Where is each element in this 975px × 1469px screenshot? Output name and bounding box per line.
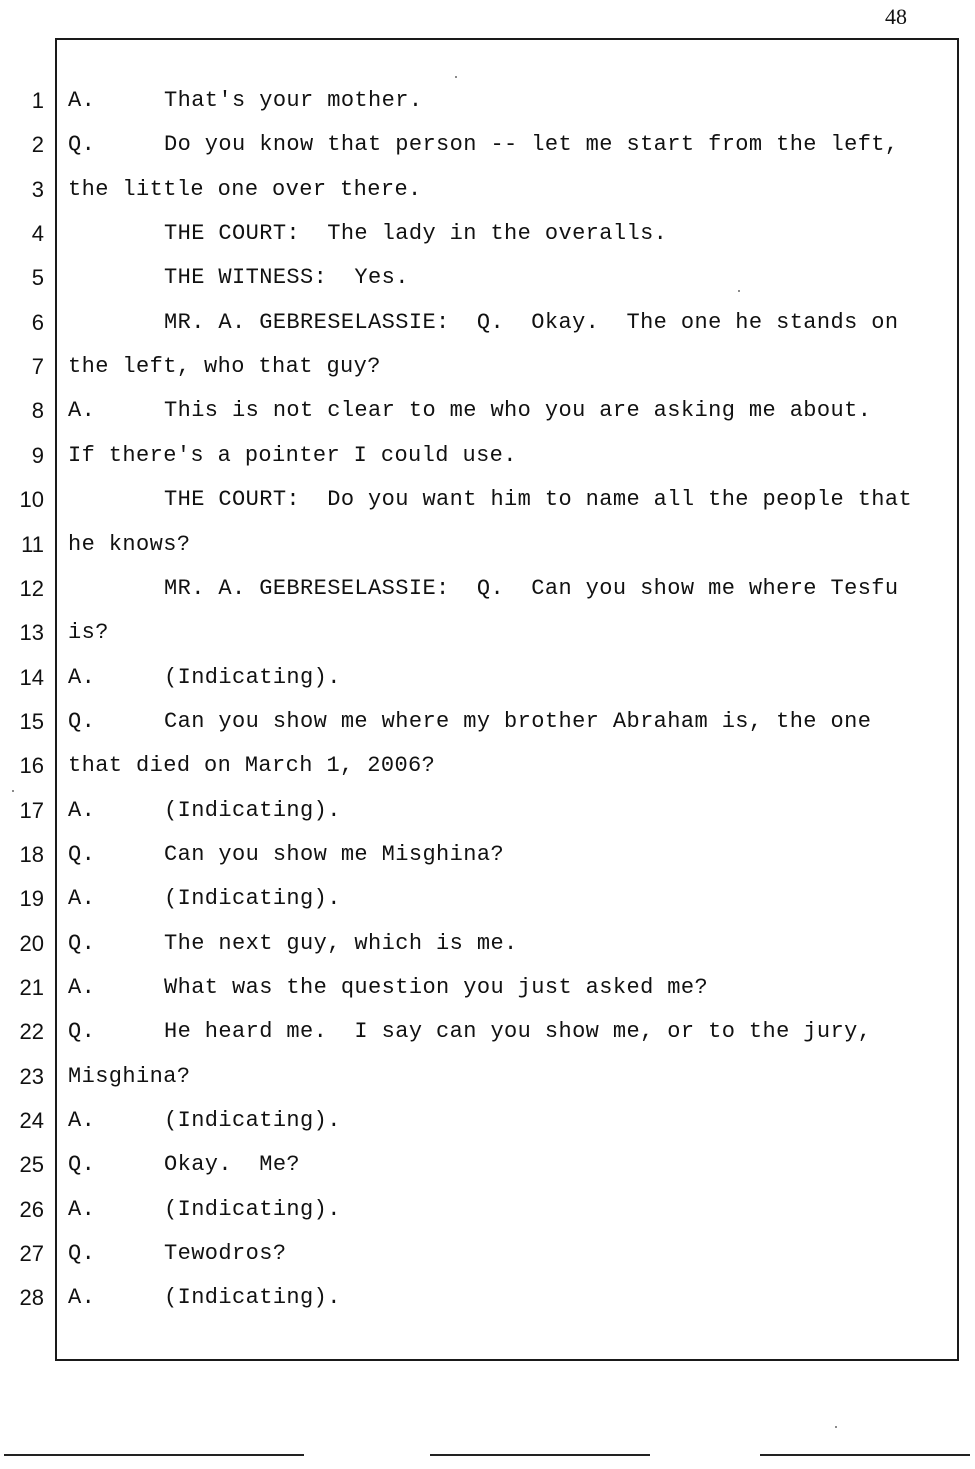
line-number: 8 <box>31 398 44 423</box>
line-number: 14 <box>19 665 44 690</box>
line-text: He heard me. I say can you show me, or to the jury, <box>164 1019 872 1044</box>
line-text: Can you show me where my brother Abraham is, the one <box>164 709 872 734</box>
speaker-label: A. <box>68 665 96 690</box>
scan-speck <box>455 76 457 78</box>
line-number: 17 <box>19 798 44 823</box>
line-text: (Indicating). <box>164 1285 341 1310</box>
speaker-label: Q. <box>68 1019 96 1044</box>
line-number: 23 <box>19 1064 44 1089</box>
line-text: MR. A. GEBRESELASSIE: Q. Okay. The one he stands on <box>164 310 899 335</box>
line-text: Misghina? <box>68 1064 191 1089</box>
speaker-label: Q. <box>68 1152 96 1177</box>
speaker-label: A. <box>68 1285 96 1310</box>
transcript-line <box>68 1150 300 1180</box>
line-text: If there's a pointer I could use. <box>68 443 517 468</box>
line-number: 22 <box>19 1019 44 1044</box>
transcript-line <box>68 1062 190 1092</box>
transcript-line <box>68 1106 341 1136</box>
transcript-line <box>68 707 871 737</box>
transcript-line <box>68 929 518 959</box>
line-text: Do you know that person -- let me start from the left, <box>164 132 899 157</box>
line-text: (Indicating). <box>164 665 341 690</box>
scan-speck <box>12 790 14 792</box>
page-number: 48 <box>885 4 907 29</box>
line-text: is? <box>68 620 109 645</box>
line-number: 1 <box>31 88 44 113</box>
line-text: Tewodros? <box>164 1241 287 1266</box>
line-number: 5 <box>31 265 44 290</box>
line-text: MR. A. GEBRESELASSIE: Q. Can you show me where Tesfu <box>164 576 899 601</box>
transcript-line <box>68 86 422 116</box>
transcript-line <box>68 1239 286 1269</box>
line-number: 20 <box>19 931 44 956</box>
transcript-line <box>68 663 341 693</box>
line-number: 9 <box>31 443 44 468</box>
line-number: 26 <box>19 1197 44 1222</box>
transcript-line <box>68 441 517 471</box>
transcript-line <box>68 396 871 426</box>
line-text: This is not clear to me who you are asking me about. <box>164 398 872 423</box>
scan-speck <box>835 1426 837 1428</box>
footer-rule-right <box>760 1454 970 1456</box>
line-number: 15 <box>19 709 44 734</box>
line-number: 6 <box>31 310 44 335</box>
speaker-label: A. <box>68 398 96 423</box>
line-number: 13 <box>19 620 44 645</box>
speaker-label: Q. <box>68 1241 96 1266</box>
line-text: he knows? <box>68 532 191 557</box>
line-number: 24 <box>19 1108 44 1133</box>
speaker-label: A. <box>68 88 96 113</box>
line-text: (Indicating). <box>164 886 341 911</box>
scan-speck <box>738 290 740 292</box>
transcript-line <box>68 884 341 914</box>
line-text: (Indicating). <box>164 1197 341 1222</box>
line-text: THE COURT: The lady in the overalls. <box>164 221 668 246</box>
line-text: (Indicating). <box>164 798 341 823</box>
line-text: THE WITNESS: Yes. <box>164 265 409 290</box>
line-text: (Indicating). <box>164 1108 341 1133</box>
line-number: 25 <box>19 1152 44 1177</box>
line-text: The next guy, which is me. <box>164 931 518 956</box>
transcript-line <box>68 530 190 560</box>
line-number: 18 <box>19 842 44 867</box>
line-text: Okay. Me? <box>164 1152 301 1177</box>
line-number: 16 <box>19 753 44 778</box>
line-number: 10 <box>19 487 44 512</box>
line-text: That's your mother. <box>164 88 423 113</box>
transcript-line <box>68 840 504 870</box>
transcript-line <box>68 618 109 648</box>
transcript-line <box>164 308 899 338</box>
transcript-line <box>164 263 409 293</box>
speaker-label: A. <box>68 1197 96 1222</box>
transcript-line <box>68 1017 871 1047</box>
line-number: 2 <box>31 132 44 157</box>
line-text: that died on March 1, 2006? <box>68 753 436 778</box>
transcript-line <box>68 751 435 781</box>
transcript-line <box>68 1195 341 1225</box>
line-number: 27 <box>19 1241 44 1266</box>
speaker-label: Q. <box>68 931 96 956</box>
transcript-line <box>164 574 899 604</box>
transcript-line <box>68 352 381 382</box>
line-text: THE COURT: Do you want him to name all the people that <box>164 487 913 512</box>
line-number: 19 <box>19 886 44 911</box>
speaker-label: Q. <box>68 132 96 157</box>
line-number: 3 <box>31 177 44 202</box>
line-number: 11 <box>21 532 44 557</box>
transcript-line <box>68 175 422 205</box>
line-text: What was the question you just asked me? <box>164 975 709 1000</box>
speaker-label: A. <box>68 886 96 911</box>
line-text: the left, who that guy? <box>68 354 381 379</box>
footer-rule-middle <box>430 1454 650 1456</box>
transcript-line <box>68 130 899 160</box>
line-number: 28 <box>19 1285 44 1310</box>
line-number: 7 <box>31 354 44 379</box>
line-number: 4 <box>31 221 44 246</box>
footer-rule-left <box>4 1454 304 1456</box>
line-number: 12 <box>19 576 44 601</box>
transcript-line <box>68 796 341 826</box>
line-text: Can you show me Misghina? <box>164 842 505 867</box>
line-number: 21 <box>19 975 44 1000</box>
speaker-label: A. <box>68 1108 96 1133</box>
speaker-label: Q. <box>68 709 96 734</box>
speaker-label: A. <box>68 975 96 1000</box>
line-text: the little one over there. <box>68 177 422 202</box>
transcript-line <box>164 219 667 249</box>
transcript-line <box>68 1283 341 1313</box>
speaker-label: A. <box>68 798 96 823</box>
speaker-label: Q. <box>68 842 96 867</box>
transcript-line <box>68 973 708 1003</box>
transcript-line <box>164 485 912 515</box>
